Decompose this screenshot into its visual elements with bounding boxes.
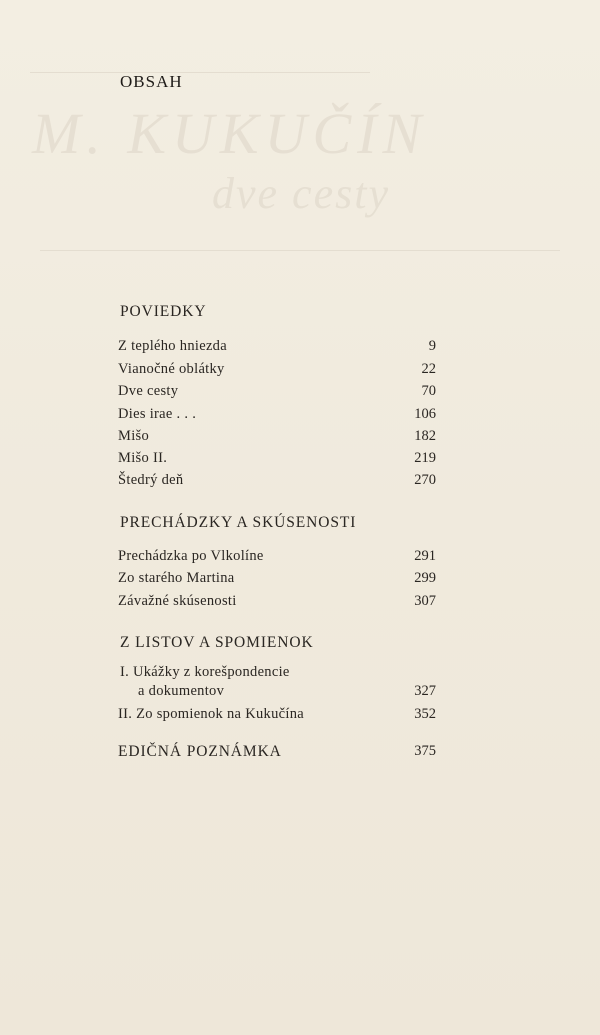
show-through-rule xyxy=(40,250,560,251)
toc-entry[interactable] xyxy=(118,361,436,383)
toc-entry[interactable] xyxy=(118,548,436,570)
show-through-title: M. KUKUČÍN xyxy=(32,101,428,166)
toc-entry[interactable] xyxy=(118,338,436,360)
entry-page: 9 xyxy=(428,338,436,354)
entry-page: 70 xyxy=(421,383,436,399)
toc-entry[interactable] xyxy=(118,472,436,494)
entry-page: 307 xyxy=(414,593,436,609)
entry-page: 22 xyxy=(421,361,436,377)
entry-title: Dve cesty xyxy=(118,383,179,399)
entry-page: 182 xyxy=(414,428,436,444)
entry-title: Mišo II. xyxy=(118,450,168,466)
toc-entry-continuation[interactable] xyxy=(138,683,436,705)
section-title-edicna-poznamka: EDIČNÁ POZNÁMKA xyxy=(118,743,282,760)
entry-page: 270 xyxy=(414,472,436,488)
toc-entry-edicna-poznamka[interactable] xyxy=(118,743,436,767)
entry-title: Dies irae . . . xyxy=(118,406,197,422)
entry-page: 375 xyxy=(414,743,436,759)
section-title-poviedky: POVIEDKY xyxy=(120,303,207,320)
entry-page: 352 xyxy=(414,706,436,722)
entry-page: 299 xyxy=(414,570,436,586)
entry-title: Štedrý deň xyxy=(118,472,184,488)
entry-title: Z teplého hniezda xyxy=(118,338,227,354)
entry-title: I. Ukážky z korešpondencie xyxy=(120,664,290,680)
entry-page: 219 xyxy=(414,450,436,466)
section-title-prechadzky: PRECHÁDZKY A SKÚSENOSTI xyxy=(120,514,357,531)
page-heading: OBSAH xyxy=(120,72,183,91)
entry-page: 106 xyxy=(414,406,436,422)
entry-title: Závažné skúsenosti xyxy=(118,593,237,609)
entry-page: 291 xyxy=(414,548,436,564)
toc-entry[interactable] xyxy=(118,706,436,728)
toc-entry[interactable] xyxy=(118,406,436,428)
entry-title: Zo starého Martina xyxy=(118,570,235,586)
toc-entry[interactable] xyxy=(118,570,436,592)
show-through-rule xyxy=(30,72,370,73)
entry-title: II. Zo spomienok na Kukučína xyxy=(118,706,304,722)
toc-entry[interactable] xyxy=(118,428,436,450)
entry-title: Prechádzka po Vlkolíne xyxy=(118,548,264,564)
toc-entry[interactable] xyxy=(118,593,436,615)
section-title-z-listov: Z LISTOV A SPOMIENOK xyxy=(120,634,314,651)
show-through-subtitle: dve cesty xyxy=(212,169,390,218)
toc-entry[interactable] xyxy=(118,383,436,405)
toc-entry[interactable] xyxy=(118,450,436,472)
entry-page: 327 xyxy=(414,683,436,699)
entry-title: Mišo xyxy=(118,428,150,444)
entry-title: Vianočné oblátky xyxy=(118,361,225,377)
entry-title: a dokumentov xyxy=(138,683,225,699)
